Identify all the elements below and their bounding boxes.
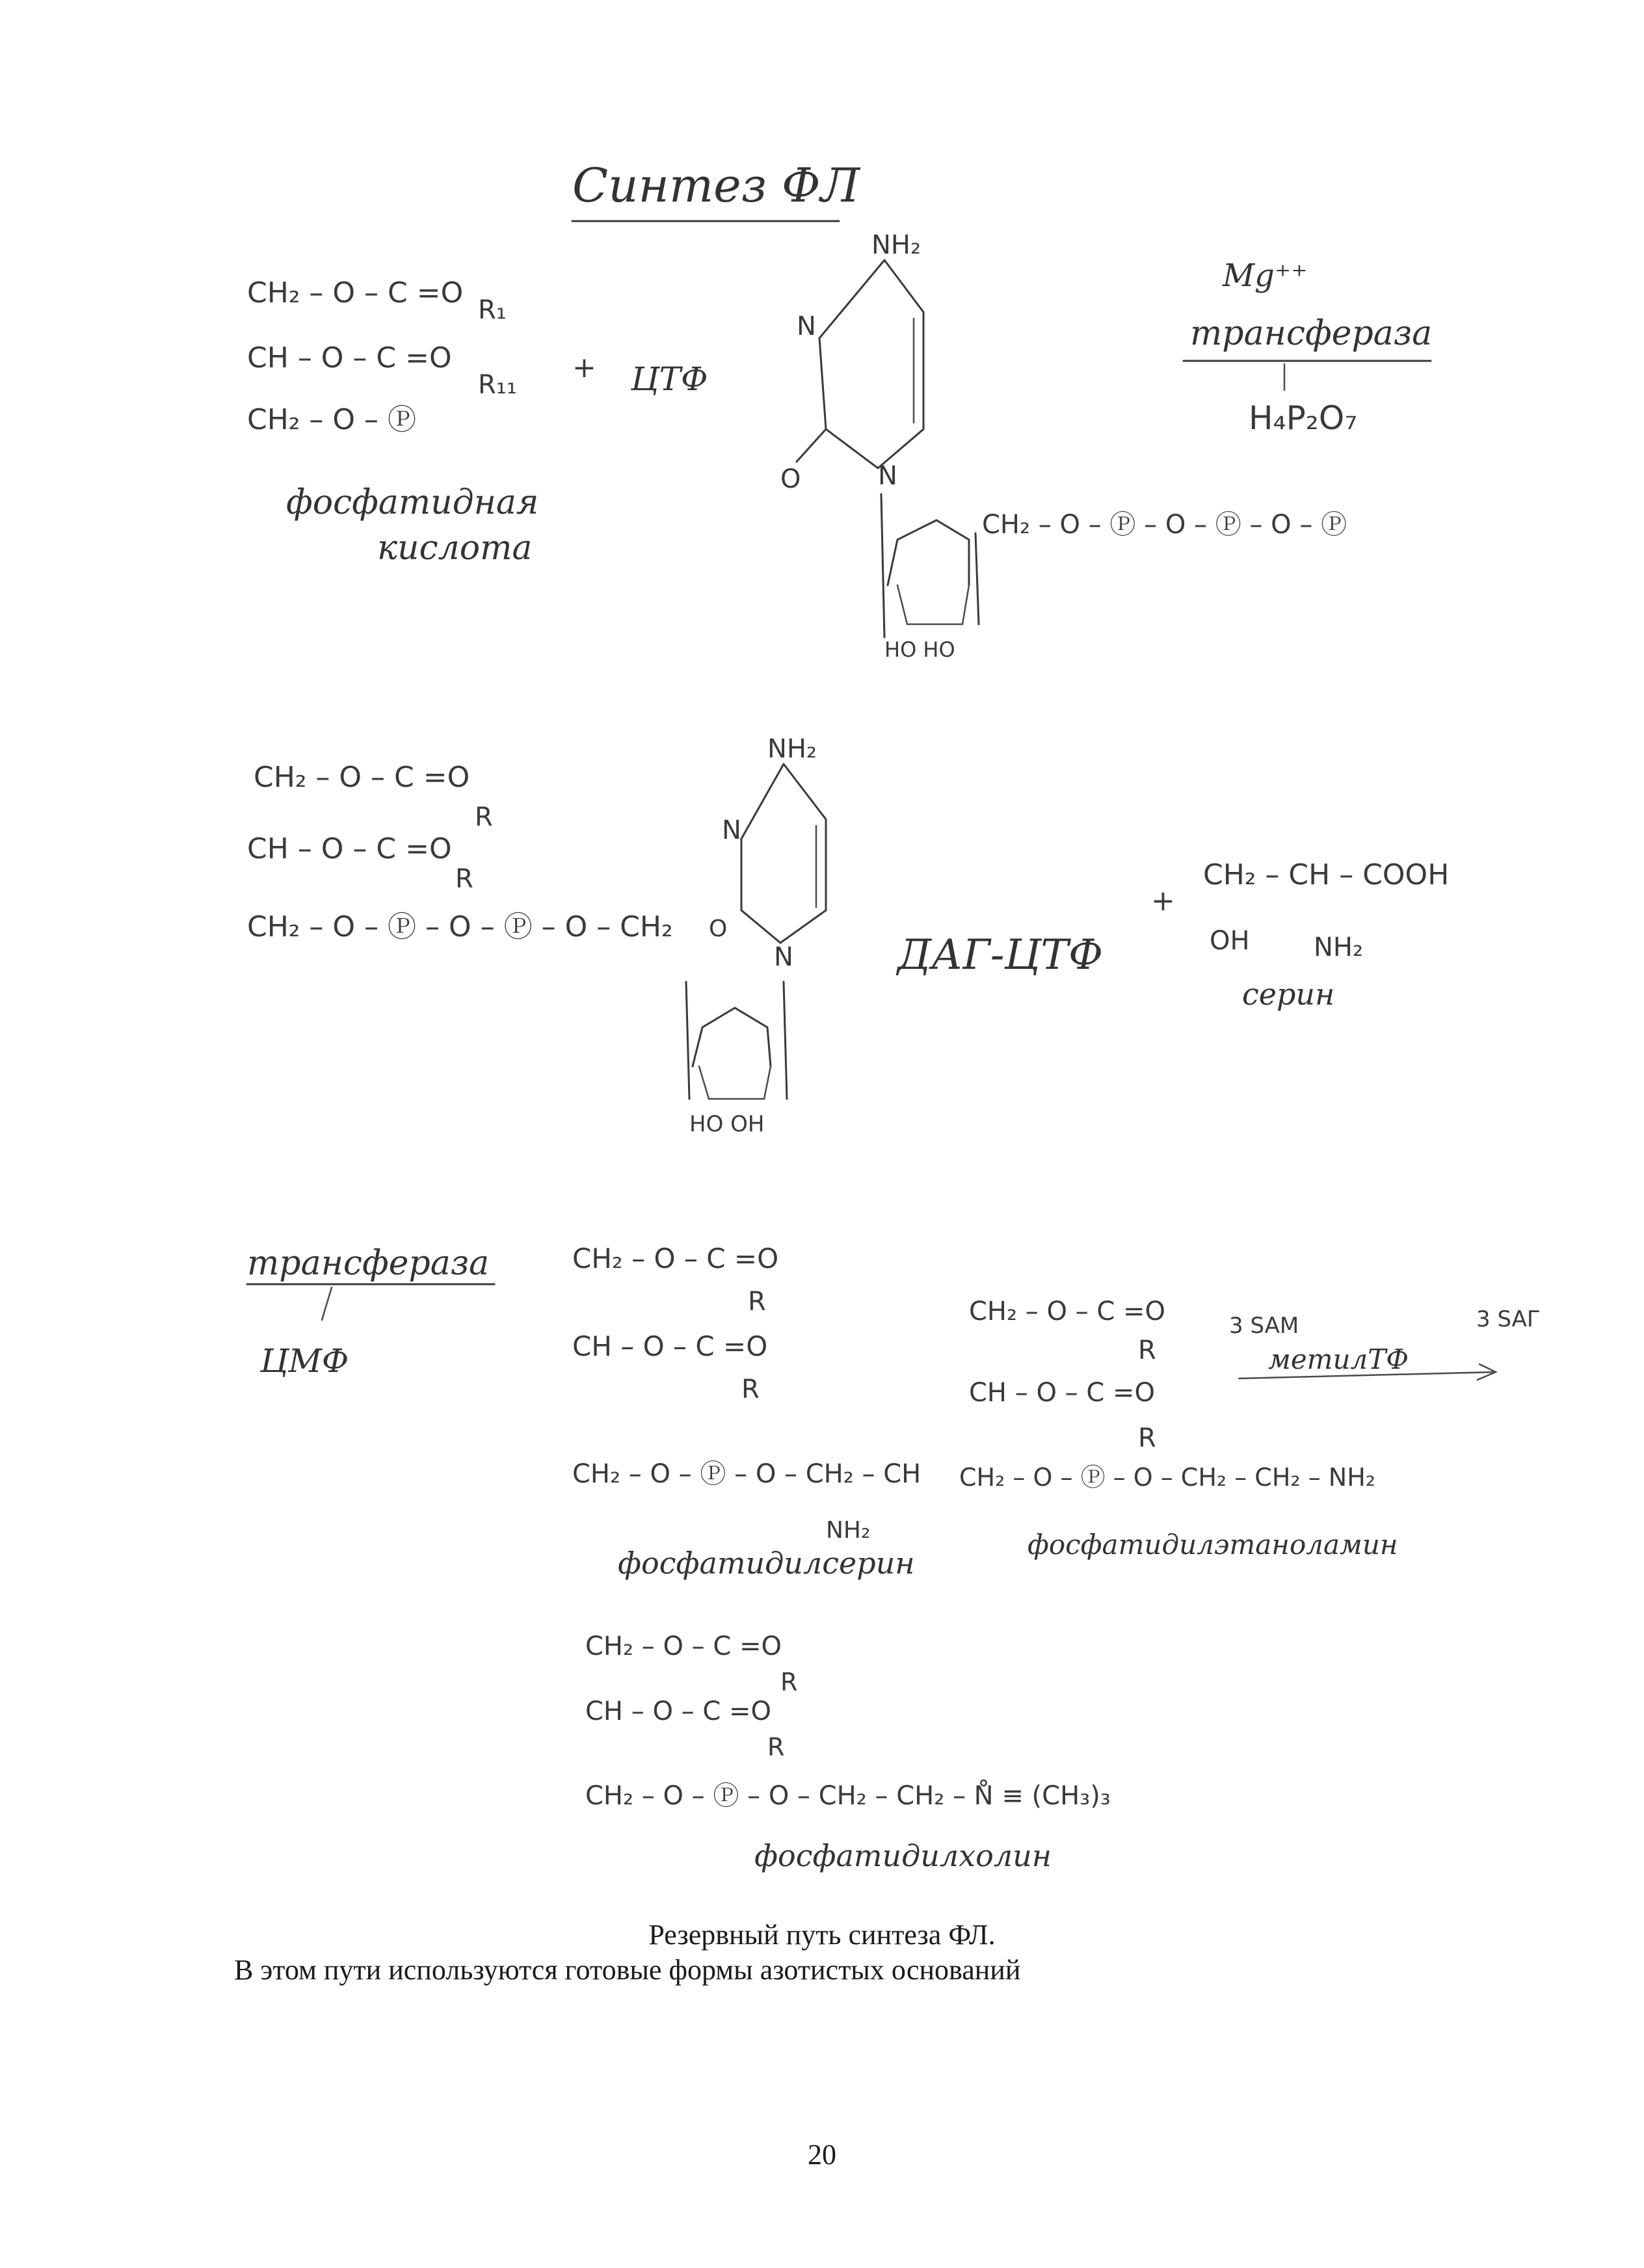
- ctp-label: ЦТФ: [631, 360, 708, 398]
- svg-text:CH₂ – CH – COOH: CH₂ – CH – COOH: [1203, 858, 1450, 891]
- svg-text:O: O: [709, 916, 728, 942]
- svg-text:R₁: R₁: [478, 295, 507, 325]
- svg-text:CH₂ – O – Ⓟ: CH₂ – O – Ⓟ: [247, 403, 417, 436]
- svg-text:NH₂: NH₂: [871, 230, 921, 260]
- svg-text:CH₂ – O – Ⓟ – O – Ⓟ – O – CH₂: CH₂ – O – Ⓟ – O – Ⓟ – O – CH₂: [247, 910, 673, 943]
- svg-text:NH₂: NH₂: [1314, 932, 1364, 962]
- svg-text:CH – O – C =O: CH – O – C =O: [247, 832, 452, 865]
- phosphatidylethanolamine: [959, 1297, 1375, 1492]
- svg-text:CH – O – C =O: CH – O – C =O: [247, 341, 452, 375]
- dag-ctp-label: ДАГ-ЦТФ: [897, 931, 1104, 979]
- svg-text:R: R: [741, 1375, 760, 1404]
- svg-text:CH₂ – O – C =O: CH₂ – O – C =O: [969, 1297, 1166, 1326]
- svg-text:R: R: [475, 802, 493, 832]
- svg-text:CH₂ – O – Ⓟ – O – CH₂ – CH: CH₂ – O – Ⓟ – O – CH₂ – CH: [572, 1459, 921, 1489]
- svg-text:CH₂ – O – C =O: CH₂ – O – C =O: [585, 1631, 782, 1661]
- svg-text:OH: OH: [1210, 926, 1250, 956]
- plus-sign-2: +: [1151, 884, 1175, 917]
- ptdacid-label-1: фосфатидная: [286, 483, 539, 522]
- cmp-label: ЦМФ: [260, 1342, 349, 1380]
- svg-text:CH – O – C =O: CH – O – C =O: [572, 1330, 768, 1362]
- svg-text:HO HO: HO HO: [884, 637, 955, 662]
- svg-text:R: R: [455, 864, 473, 894]
- mg-ion: Mg⁺⁺: [1223, 257, 1308, 294]
- svg-text:O: O: [780, 464, 801, 494]
- svg-text:R: R: [767, 1733, 785, 1761]
- sam-label: 3 SAM: [1229, 1313, 1299, 1339]
- transferase-2: трансфераза: [247, 1244, 490, 1283]
- svg-text:R: R: [1138, 1336, 1156, 1365]
- phosphatidylcholine: [585, 1631, 1111, 1811]
- transferase-1: трансфераза: [1190, 314, 1433, 353]
- ribose-2: [686, 982, 787, 1137]
- svg-text:CH₂ – O – C =O: CH₂ – O – C =O: [247, 276, 464, 310]
- svg-text:R: R: [780, 1668, 798, 1696]
- pe-label: фосфатидилэтаноламин: [1028, 1529, 1398, 1561]
- svg-text:R₁₁: R₁₁: [478, 370, 517, 400]
- svg-text:CH₂ – O – Ⓟ – O – Ⓟ – O – Ⓟ: CH₂ – O – Ⓟ – O – Ⓟ – O – Ⓟ: [982, 510, 1347, 540]
- cytosine-ring-1: [780, 230, 923, 494]
- svg-text:CH₂ – O – Ⓟ – O – CH₂ – CH₂ –: CH₂ – O – Ⓟ – O – CH₂ – CH₂ – NH₂: [959, 1463, 1376, 1492]
- svg-text:HO OH: HO OH: [689, 1111, 765, 1137]
- page-number: 20: [808, 2139, 836, 2170]
- svg-text:N: N: [722, 815, 741, 845]
- serine: [1203, 858, 1449, 962]
- plus-sign-1: +: [572, 351, 596, 384]
- ps-label: фосфатидилсерин: [618, 1546, 915, 1581]
- svg-text:N: N: [774, 942, 793, 972]
- cytosine-ring-2: [709, 734, 826, 972]
- svg-text:CH₂ – O – C =O: CH₂ – O – C =O: [572, 1243, 779, 1274]
- svg-text:N: N: [797, 311, 816, 341]
- methyltf-label: метилТФ: [1268, 1343, 1409, 1375]
- caption-line-2: В этом пути используются готовые формы азотистых оснований: [234, 1954, 1021, 1986]
- arrow-down-2: [322, 1287, 332, 1320]
- svg-text:CH – O – C =O: CH – O – C =O: [969, 1378, 1155, 1408]
- pyrophosphate: H₄P₂O₇: [1249, 399, 1358, 437]
- svg-text:CH₂ – O – C =O: CH₂ – O – C =O: [254, 761, 470, 794]
- dag-lines: [247, 761, 673, 943]
- caption-line-1: Резервный путь синтеза ФЛ.: [648, 1919, 996, 1951]
- phosphatidylserine: [572, 1243, 921, 1544]
- svg-text:NH₂: NH₂: [826, 1517, 871, 1544]
- serine-label: серин: [1242, 977, 1335, 1012]
- ptdacid-label-2: кислота: [377, 529, 533, 568]
- svg-text:CH – O – C =O: CH – O – C =O: [585, 1696, 771, 1726]
- page-title: Синтез ФЛ: [572, 158, 860, 213]
- svg-text:R: R: [1138, 1423, 1156, 1453]
- ribose-1: [881, 494, 1347, 662]
- svg-text:NH₂: NH₂: [767, 734, 817, 764]
- svg-text:N: N: [878, 461, 897, 491]
- svg-text:CH₂ – O – Ⓟ – O – CH₂ – CH₂ –: CH₂ – O – Ⓟ – O – CH₂ – CH₂ – N̊ ≡ (CH₃)₃: [585, 1781, 1111, 1811]
- svg-text:R: R: [748, 1287, 766, 1317]
- pc-label: фосфатидилхолин: [754, 1838, 1052, 1873]
- sag-label: 3 SAГ: [1476, 1306, 1541, 1332]
- phosphatidic-acid: [247, 276, 517, 436]
